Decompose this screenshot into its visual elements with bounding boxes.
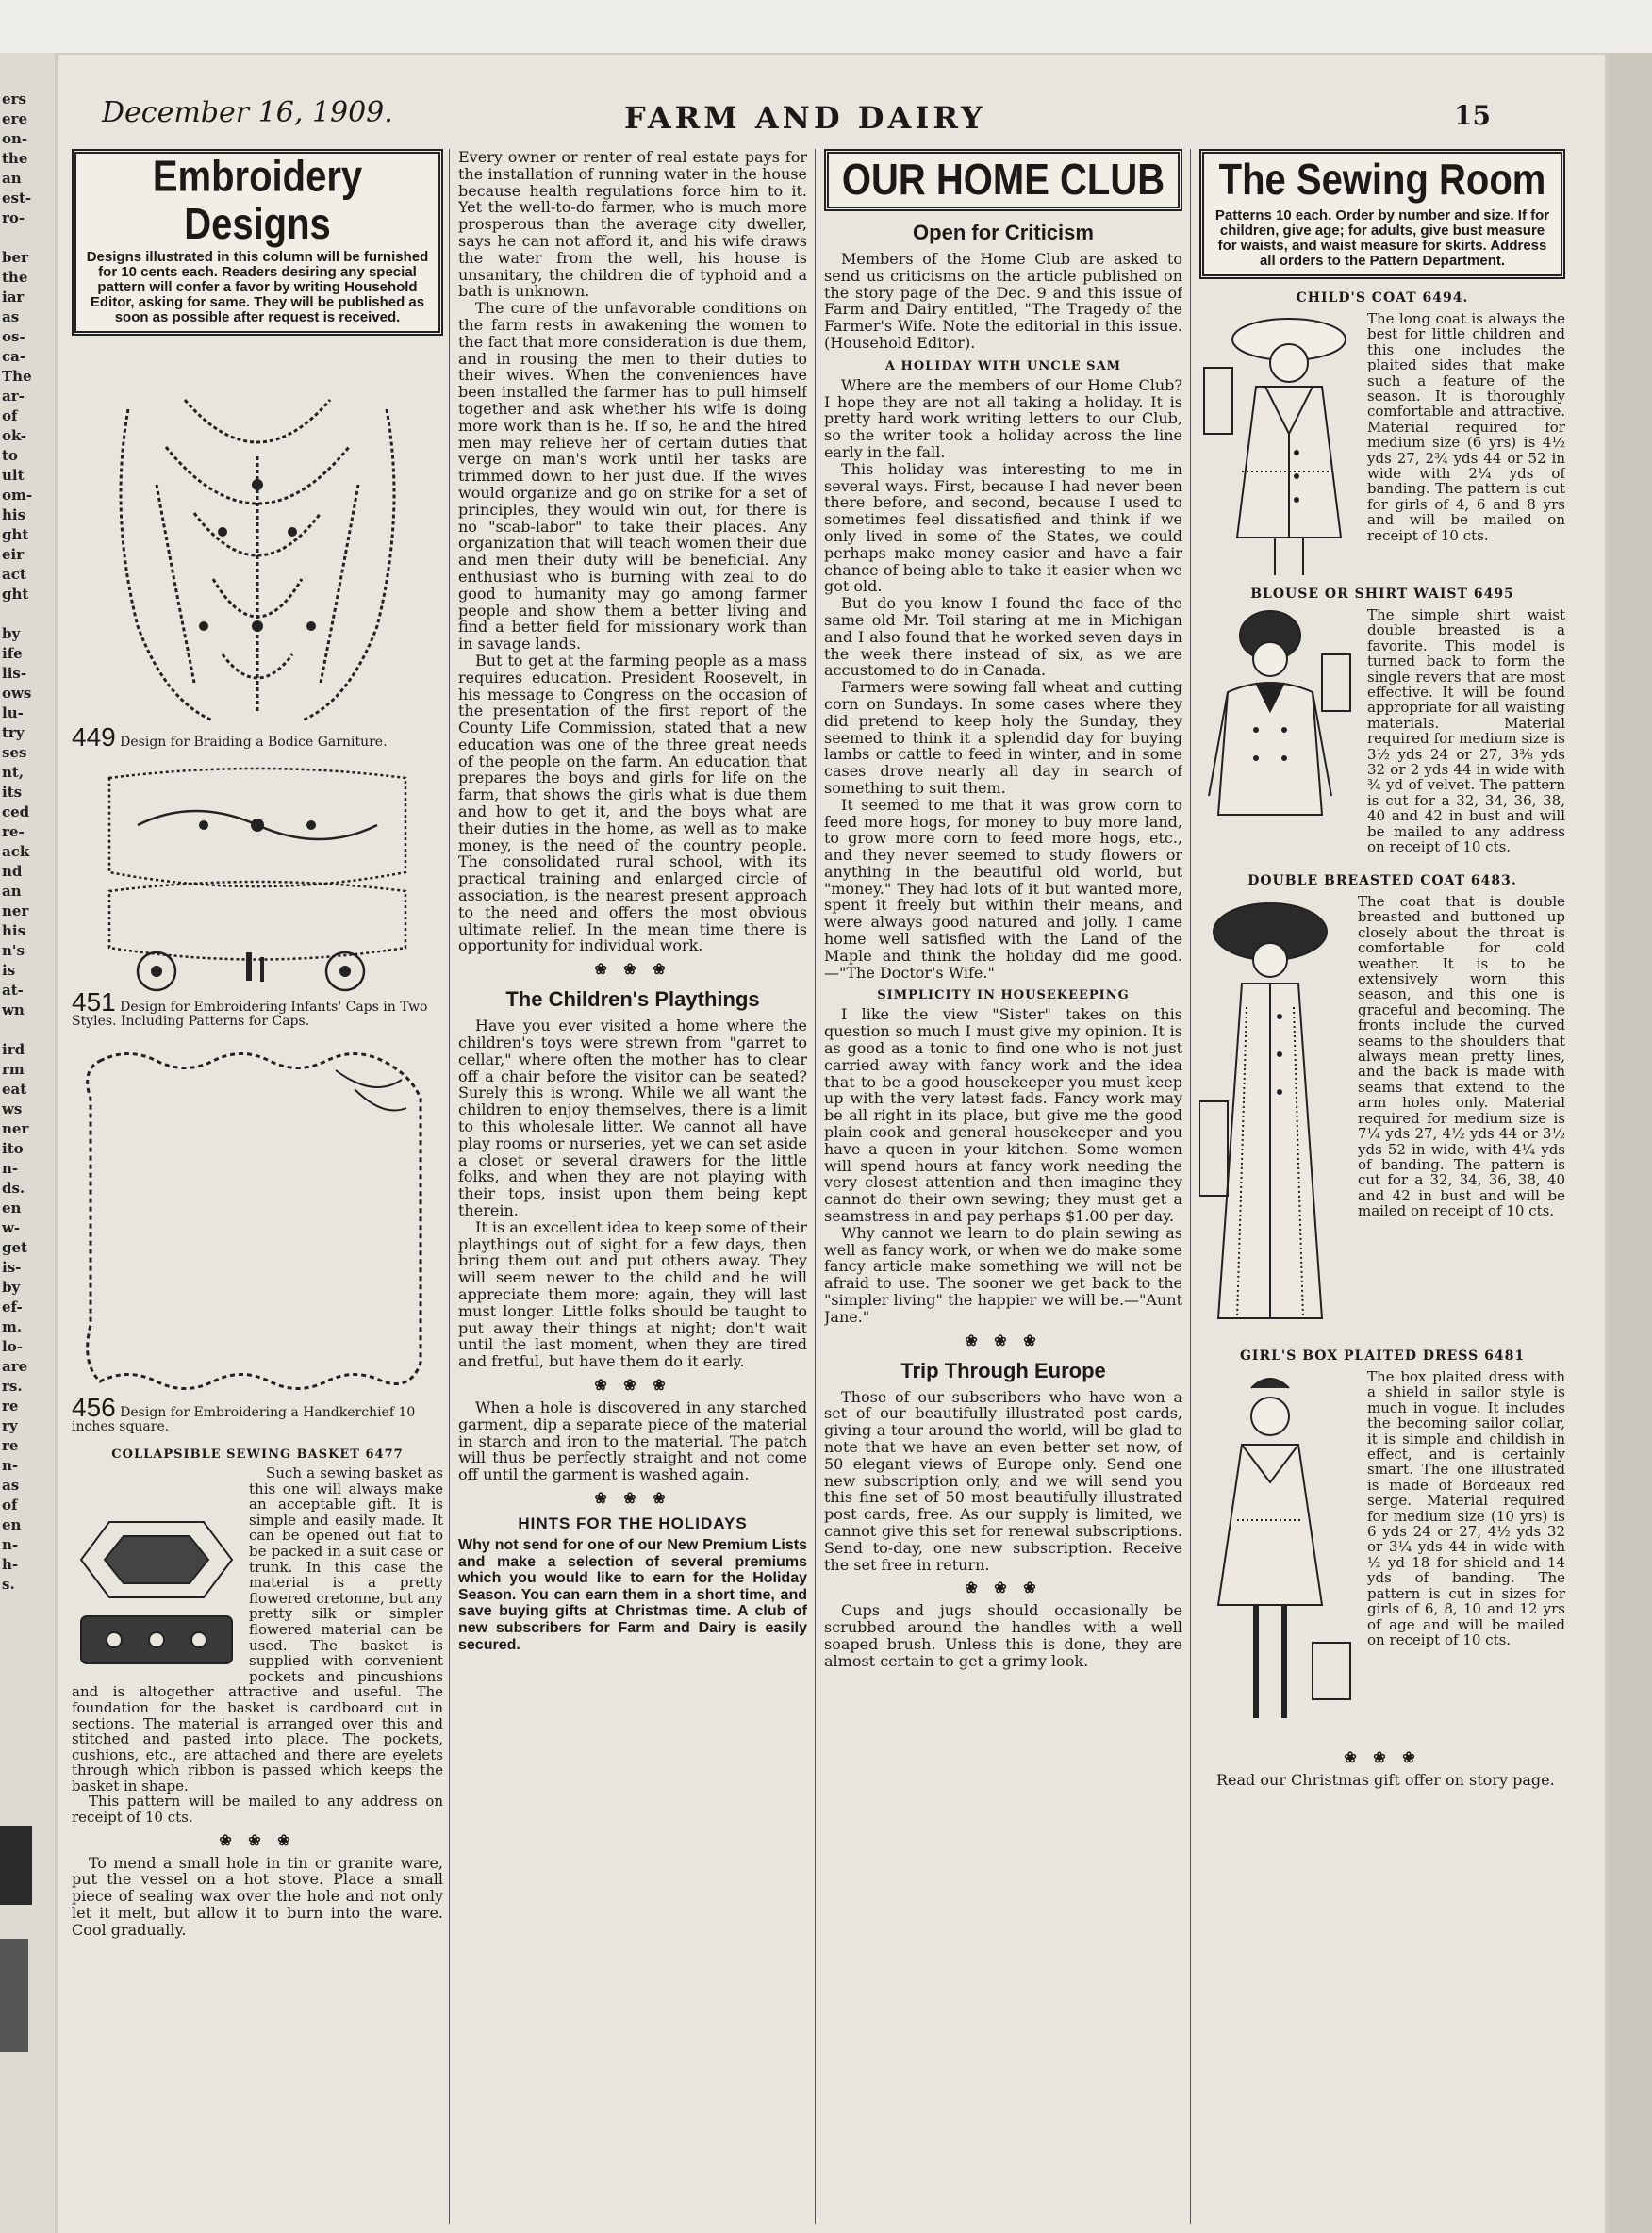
scan-top-edge — [0, 0, 1652, 53]
column-rule — [815, 149, 816, 2224]
adjacent-page-text-fragment: om- — [2, 487, 33, 504]
column-rule — [449, 149, 450, 2224]
adjacent-page-text-fragment: est- — [2, 190, 32, 207]
sewing-room-footer: Read our Christmas gift offer on story page. — [1216, 1771, 1555, 1789]
adjacent-page-text-fragment: the — [2, 150, 28, 167]
embroidery-title: Embroidery Designs — [152, 153, 363, 249]
pattern-text: The simple shirt waist double breasted is a favorite. This model is turned back to form the single revers that are most effective. It will be found appropriate for all waisting materials. Material required for medium size is 3½ yds 24 or 27, 3⅜ yds 32 or 2 yds 44 in wide with ¾ yd of velvet. The pattern is cut for a 32, 34, 36, 38, 40 and 42 in bust and will be mailed to any address on receipt of 10 cts. — [1367, 606, 1565, 856]
sewing-room-intro: Patterns 10 each. Order by number and size. If for children, give age; for adults, give bust measure for waists, and waist measure for skirts. Address all orders to the Pattern Department. — [1214, 207, 1550, 269]
adjacent-page-text-fragment: ack — [2, 843, 30, 860]
adjacent-page-text-fragment: its — [2, 784, 23, 801]
adjacent-page-text-fragment: ght — [2, 526, 29, 543]
adjacent-page-text-fragment: ows — [2, 685, 32, 702]
adjacent-page-text-fragment: ses — [2, 744, 27, 761]
paper-name: FARM AND DAIRY — [624, 100, 986, 136]
adjacent-page-text-fragment: eat — [2, 1081, 27, 1098]
sewing-basket-text: Such a sewing basket as this one will always make an acceptable gift. It is simple and easily made. It can be opened out flat to be packed in a suit case or trunk. In this case the material is a pretty flowered cretonne, but any pretty silk or simpler flowered material can be used. The basket is supplied with convenient pockets and pincushions and is altogether attractive and useful. The foundation for the basket is cardboard cut in sections. The material is arranged over this and stitched and pasted into place. The pockets, cushions, etc., are attached and there are eyelets through which ribbon is passed which keeps the basket in shape. — [72, 1464, 443, 1795]
design-456-caption — [72, 1393, 443, 1434]
adjacent-page-text-fragment: w- — [2, 1219, 21, 1236]
sewing-basket-price: This pattern will be mailed to any address on receipt of 10 cts. — [72, 1793, 443, 1827]
adjacent-page-text-fragment: of — [2, 407, 18, 424]
adjacent-page-text-fragment: wn — [2, 1001, 25, 1018]
adjacent-page-block — [0, 1939, 28, 2052]
design-451-text: Design for Embroidering Infants' Caps in Two Styles. Including Patterns for Caps. — [72, 1000, 428, 1029]
section-divider-stars: ❀ ❀ ❀ — [594, 1375, 671, 1394]
design-451-caption — [72, 987, 443, 1029]
column-rule — [1190, 149, 1191, 2224]
column-sewing-room — [1199, 149, 1565, 2224]
pattern-block — [1199, 894, 1565, 1219]
tin-mending-tip: To mend a small hole in tin or granite ware, put the vessel on a hot stove. Place a small piece of sealing wax over the hole and not only let it melt, but allow it to burn into the ware. Cool gradually. — [72, 1853, 443, 1939]
adjacent-page-text-fragment: ght — [2, 586, 29, 603]
section-divider-stars: ❀ ❀ ❀ — [219, 1830, 296, 1849]
adjacent-page-text-fragment: ar- — [2, 388, 25, 405]
adjacent-page-text-fragment: at- — [2, 982, 24, 999]
adjacent-page-text-fragment: The — [2, 368, 32, 385]
design-456-text: Design for Embroidering a Handkerchief 10 inches square. — [72, 1405, 416, 1434]
adjacent-page-text-fragment: ner — [2, 1120, 29, 1137]
adjacent-page-text-fragment: to — [2, 447, 18, 464]
pattern-title: CHILD'S COAT 6494. — [1296, 290, 1469, 306]
handkerchief-figure — [72, 1042, 443, 1400]
adjacent-page-text-fragment: ro- — [2, 209, 25, 226]
pattern-title: DOUBLE BREASTED COAT 6483. — [1247, 873, 1517, 888]
sewing-room-header-box — [1199, 149, 1565, 279]
holiday-para-3: But do you know I found the face of the same old Mr. Toil staring at me in Michigan and I also found that he worked seven days in the week there instead of six, as we are accustomed to do in Canada. — [824, 594, 1182, 680]
adjacent-page-text-fragment: is- — [2, 1259, 22, 1276]
adjacent-page-text-fragment: n's — [2, 942, 25, 959]
adjacent-page-text-fragment: iar — [2, 289, 25, 306]
adjacent-page-text-fragment: rs. — [2, 1378, 23, 1395]
adjacent-page-text-fragment: ere — [2, 110, 27, 127]
adjacent-page-text-fragment: nt, — [2, 764, 25, 781]
adjacent-page-text-fragment: ult — [2, 467, 25, 484]
section-divider-stars: ❀ ❀ ❀ — [594, 960, 671, 979]
adjacent-page-text-fragment: en — [2, 1516, 22, 1533]
masthead — [58, 55, 1605, 136]
hints-title: HINTS FOR THE HOLIDAYS — [518, 1513, 748, 1532]
section-divider-stars: ❀ ❀ ❀ — [965, 1331, 1042, 1349]
pattern-block — [1199, 607, 1565, 855]
shirt-waist-illustration — [1199, 607, 1360, 871]
adjacent-page-text-fragment: ef- — [2, 1298, 23, 1315]
adjacent-page-text-fragment: ws — [2, 1100, 23, 1117]
playthings-para-1: Have you ever visited a home where the children's toys were strewn from "garret to cellar," where often the mother has to clear off a chair before the visitor can be seated? Surely this is wrong. While we all want the children to enjoy themselves, there is a limit to this wholesale litter. We cannot all have play rooms or nurseries, yet we can set aside a closet or several drawers for the little folks, and when they are not playing with their tops, insist upon them being kept therein. — [458, 1017, 807, 1220]
adjacent-page-text-fragment: his — [2, 922, 26, 939]
adjacent-page-text-fragment: ife — [2, 645, 23, 662]
adjacent-page-text-fragment: lu- — [2, 704, 24, 721]
adjacent-page-text-fragment: ry — [2, 1417, 18, 1434]
adjacent-page-text-fragment: n- — [2, 1457, 19, 1474]
girls-dress-illustration — [1199, 1369, 1360, 1746]
adjacent-page-text-fragment: rm — [2, 1061, 25, 1078]
adjacent-page-text-fragment: m. — [2, 1318, 23, 1335]
design-456-number: 456 — [72, 1393, 116, 1422]
europe-title: Trip Through Europe — [900, 1358, 1106, 1382]
adjacent-page-text-fragment: as — [2, 1477, 20, 1494]
adjacent-page-text-fragment: ird — [2, 1041, 25, 1058]
double-breasted-coat-illustration — [1199, 894, 1350, 1347]
adjacent-page-text-fragment: the — [2, 269, 28, 286]
infant-cap-illustration — [72, 759, 443, 995]
page-number: 15 — [1454, 100, 1491, 131]
adjacent-page-text-fragment: on- — [2, 130, 28, 147]
adjacent-page-text-fragment: an — [2, 883, 22, 900]
simplicity-para-2: Why cannot we learn to do plain sewing as well as fancy work, or when we do make some fancy article make something we will not be afraid to use. The sooner we get back to the "simpler living" the happier we will be.—"Aunt Jane." — [824, 1223, 1182, 1326]
section-divider-stars: ❀ ❀ ❀ — [1344, 1748, 1421, 1766]
sewing-basket-block — [72, 1465, 443, 1826]
adjacent-page-text-fragment: s. — [2, 1576, 15, 1593]
issue-date: December 16, 1909. — [102, 96, 393, 129]
holiday-para-2: This holiday was interesting to me in several ways. First, because I had never been there before, and second, because I used to sometimes feel dissatisfied and think if we only lived in some of the States, we could perhaps make money easier and have a fair chance of being able to take it easier when we got old. — [824, 459, 1182, 596]
adjacent-page-text-fragment: by — [2, 625, 21, 642]
adjacent-page-text-fragment: lis- — [2, 665, 27, 682]
pattern-title: BLOUSE OR SHIRT WAIST 6495 — [1250, 587, 1514, 602]
adjacent-page-text-fragment: h- — [2, 1556, 19, 1573]
adjacent-page-text-fragment: ok- — [2, 427, 27, 444]
design-449-number: 449 — [72, 722, 116, 752]
europe-text: Those of our subscribers who have won a set of our beautifully illustrated post cards, giving a tour around the world, will be glad to note that we have an even better set now, of 50 elegant views of Europe only. Send one new subscription only, and we will send you this fine set of 50 most beautifully illustrated post cards, free. As our supply is limited, we cannot give this set for renewal subscriptions. Send to-day, one new subscription. Receive the set free in return. — [824, 1387, 1182, 1574]
adjacent-page-text-fragment: ds. — [2, 1180, 25, 1197]
playthings-title: The Children's Playthings — [505, 987, 760, 1012]
pattern-block — [1199, 1369, 1565, 1647]
adjacent-page-text-fragment: ca- — [2, 348, 26, 365]
sewing-basket-title: COLLAPSIBLE SEWING BASKET 6477 — [111, 1447, 404, 1462]
adjacent-page-text-fragment: by — [2, 1279, 21, 1296]
column-articles — [458, 149, 807, 2224]
adjacent-page-text-fragment: his — [2, 506, 26, 523]
adjacent-page-text-fragment: ced — [2, 803, 30, 820]
hints-text: Why not send for one of our New Premium Lists and make a selection of several premiums which you would like to earn for the Holiday Season. You can earn them in a short time, and save buying gifts at Christmas time. A club of new subscribers for Farm and Dairy is easily secured. — [458, 1536, 807, 1653]
adjacent-page-block — [0, 1826, 32, 1905]
column-home-club — [824, 149, 1182, 2224]
bodice-design-figure — [72, 343, 443, 739]
childs-coat-illustration — [1199, 311, 1360, 585]
adjacent-page-text-fragment: re — [2, 1398, 19, 1414]
adjacent-page-text-fragment: is — [2, 962, 16, 979]
adjacent-page-text-fragment: n- — [2, 1536, 19, 1553]
article-para-3: But to get at the farming people as a mass requires education. President Roosevelt, in his message to Congress on the occasion of the presentation of the first report of the County Life Commission, stated that a new education was one of the three great needs of the people on the farm. An education that prepares the boys and girls for life on the farm, that shows the girls what is due them and how to get it, and the boys what are their duties in the home, as well as to make money, is the need of the country people. The consolidated rural school, with its practical training and enlarged circle of association, is the nearest present approach to the need and offers the most obvious ultimate relief. In the mean time there is opportunity for individual work. — [458, 651, 807, 955]
adjacent-page-margin — [0, 53, 55, 2233]
adjacent-page-text-fragment: ber — [2, 249, 28, 266]
playthings-para-2: It is an excellent idea to keep some of their playthings out of sight for a few days, then bring them out and put others away. They will seem newer to the child and he will appreciate them more; again, they will last must longer. Little folks should be taught to put away their things at night; don't wait until the last moment, when they are tired and fretful, but have them do it early. — [458, 1217, 807, 1371]
section-divider-stars: ❀ ❀ ❀ — [594, 1488, 671, 1507]
adjacent-page-text-fragment: re — [2, 1437, 19, 1454]
infant-cap-figure — [72, 759, 443, 995]
adjacent-page-text-fragment: act — [2, 566, 26, 583]
holiday-para-5: It seemed to me that it was grow corn to feed more hogs, for money to buy more land, to grow more corn to feed more hogs, etc., and they never seemed to study flowers or anything in the beautiful old world, but "money." They had lots of it but wanted more, spent it freely but within their means, and were always good natured and jolly. I came home well satisfied with the Land of the Maple and think the holiday did me good.—"The Doctor's Wife." — [824, 795, 1182, 982]
pattern-block — [1199, 311, 1565, 543]
article-para-1: Every owner or renter of real estate pays for the installation of running water in the house because health regulations force him to it. Yet the well-to-do farmer, who is much more prosperous than the average city dweller, says he can not afford it, and his wife draws the water from the well, his house is unsanitary, the children die of typhoid and a bath is unknown. — [458, 149, 807, 301]
adjacent-page-text-fragment: as — [2, 308, 20, 325]
adjacent-page-text-fragment: nd — [2, 863, 23, 880]
adjacent-page-text-fragment: eir — [2, 546, 25, 563]
criticism-title: Open for Criticism — [913, 221, 1094, 244]
adjacent-page-text-fragment: of — [2, 1497, 18, 1513]
adjacent-page-text-fragment: ito — [2, 1140, 24, 1157]
sewing-room-title: The Sewing Room — [1218, 156, 1546, 205]
home-club-title: OUR HOME CLUB — [841, 156, 1165, 205]
embroidery-header-box — [72, 149, 443, 336]
scan-right-edge — [1609, 53, 1652, 2233]
section-divider-stars: ❀ ❀ ❀ — [965, 1579, 1042, 1597]
criticism-text: Members of the Home Club are asked to send us criticisms on the article published on the story page of the Dec. 9 and this issue of Farm and Dairy entitled, "The Tragedy of the Farmer's Wife. Note the editorial in this issue. (Household Editor). — [824, 250, 1182, 352]
holiday-para-4: Farmers were sowing fall wheat and cutting corn on Sundays. In some cases where they did pretend to keep holy the Sunday, they seemed to think it a splendid day for buying lambs or cattle to feed in winter, and in some cases drove nearly all day in search of something to suit them. — [824, 678, 1182, 797]
pattern-text: The coat that is double breasted and buttoned up closely about the throat is comfortable for cold weather. It is to be extensively worn this season, and this one is graceful and becoming. The fronts include the curved seams to the shoulders that always mean pretty lines, and the back is made with seams that extend to the arm holes only. Material required for medium size is 7¼ yds 27, 4½ yds 44 or 3½ yds 52 in wide, with 4¼ yds of banding. The pattern is cut for a 32, 34, 36, 38, 40 and 42 in bust and will be mailed on receipt of 10 cts. — [1358, 893, 1565, 1220]
cups-tip: Cups and jugs should occasionally be scrubbed around the handles with a well soaped brush. Unless this is done, they are almost certain to get a grimy look. — [824, 1601, 1182, 1670]
pattern-title: GIRL'S BOX PLAITED DRESS 6481 — [1239, 1348, 1526, 1364]
article-para-2: The cure of the unfavorable conditions on the farm rests in awakening the women to the fact that more consideration is due them, and in rousing the men to their duties to their wives. When the conveniences have been installed the farmer has to pull himself together and ask whether his wife is doing more work than is he. If so, he and the hired men may relieve her of certain duties that verge on man's work until her tasks are trimmed down to her just due. If the wives would organize and go on strike for a set of principles, they would win out, for there is no "scab-labor" to take their places. Any organization that will teach women their due and men their duty will be beneficial. Any enthusiast who is burning with zeal to do good to humanity may go among farmer people and show them a better living and find a better field for missionary work than in savage lands. — [458, 299, 807, 653]
newspaper-page — [58, 55, 1605, 2233]
bodice-garniture-illustration — [72, 343, 443, 739]
holiday-para-1: Where are the members of our Home Club? I hope they are not all taking a holiday. It is pretty hard work writing letters to our Club, so the writer took a holiday across the line early in the fall. — [824, 375, 1182, 461]
adjacent-page-text-fragment: re- — [2, 823, 25, 840]
adjacent-page-text-fragment: get — [2, 1239, 27, 1256]
design-449-text: Design for Braiding a Bodice Garniture. — [120, 735, 388, 750]
handkerchief-illustration — [72, 1042, 443, 1400]
simplicity-para-1: I like the view "Sister" takes on this question so much I must give my opinion. It is as good as a tonic to find one who is not just carried away with fancy work and the idea that to be a good housekeeper you must keep up with the very latest fads. Fancy work may be all right in its place, but give me the good plain cook and general housekeeper and you have a queen in your kitchen. Some women will spend hours at fancy work needing the very closest attention and then imagine they cannot do their own sewing; they must get a seamstress in and pay perhaps $1.00 per day. — [824, 1005, 1182, 1226]
sewing-basket-illustration — [72, 1513, 241, 1673]
starch-tip: When a hole is discovered in any starched garment, dip a separate piece of the material in starch and iron to the material. The patch will thus be perfectly straight and not come off until the garment is washed again. — [458, 1398, 807, 1484]
adjacent-page-text-fragment: an — [2, 170, 22, 187]
adjacent-page-text-fragment: are — [2, 1358, 28, 1375]
adjacent-page-text-fragment: ner — [2, 902, 29, 919]
holiday-heading: A HOLIDAY WITH UNCLE SAM — [884, 358, 1122, 373]
adjacent-page-text-fragment: n- — [2, 1160, 19, 1177]
adjacent-page-text-fragment: try — [2, 724, 25, 741]
simplicity-heading: SIMPLICITY IN HOUSEKEEPING — [877, 988, 1130, 1003]
home-club-header-box — [824, 149, 1182, 211]
adjacent-page-text-fragment: os- — [2, 328, 25, 345]
embroidery-intro: Designs illustrated in this column will be furnished for 10 cents each. Readers desiring any special pattern will confer a favor by writing Household Editor, asking for same. They will be published as soon as possible after request is received. — [86, 249, 429, 325]
adjacent-page-text-fragment: ers — [2, 91, 26, 108]
pattern-text: The long coat is always the best for little children and this one includes the plaited sides that make such a feature of the season. It is thoroughly comfortable and attractive. Material required for medium size (6 yrs) is 4½ yds 27, 2¾ yds 44 or 52 in wide with 2¼ yds of banding. The pattern is cut for girls of 4, 6 and 8 yrs and will be mailed on receipt of 10 cts. — [1367, 310, 1565, 544]
adjacent-page-text-fragment: en — [2, 1199, 22, 1216]
adjacent-page-text-fragment: lo- — [2, 1338, 23, 1355]
design-451-number: 451 — [72, 987, 116, 1017]
pattern-text: The box plaited dress with a shield in sailor style is much in vogue. It includes the becoming sailor collar, it is simple and childish in effect, and is certainly smart. The one illustrated is made of Bordeaux red serge. Material required for medium size (10 yrs) is 6 yds 24 or 27, 4½ yds 32 or 3¼ yds 44 in wide with ½ yd 18 for shield and 14 yds of banding. The pattern is cut in sizes for girls of 6, 8, 10 and 12 yrs of age and will be mailed on receipt of 10 cts. — [1367, 1368, 1565, 1648]
column-embroidery — [72, 149, 443, 2224]
